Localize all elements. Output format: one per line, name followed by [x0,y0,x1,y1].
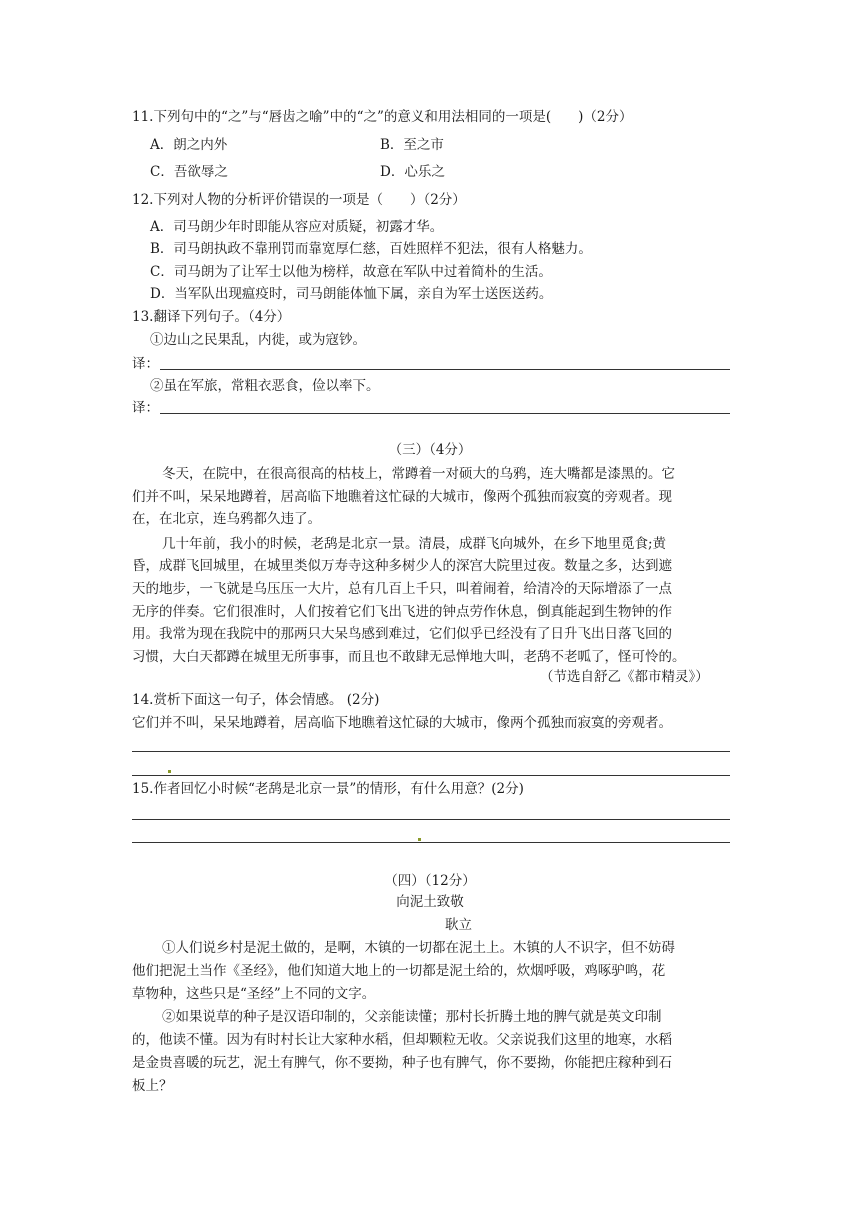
q14-stem: 14.赏析下面这一句子，体会情感。 (2分) [132,692,380,708]
q15-answer-line-1[interactable] [132,819,730,820]
q11-option-c: C．吾欲辱之 [150,164,228,180]
part4-p2-line-4: 板上？ [132,1078,173,1094]
scan-speck [418,838,421,841]
q12-option-b: B．司马朗执政不靠刑罚而靠宽厚仁慈，百姓照样不犯法，很有人格魅力。 [150,241,592,257]
q12-option-c: C．司马朗为了让军士以他为榜样，故意在军队中过着简朴的生活。 [150,264,552,280]
q11-option-a: A．朗之内外 [150,137,228,153]
part4-p1-line-2: 他们把泥土当作《圣经》，他们知道大地上的一切都是泥土给的，炊烟呼吸，鸡啄驴鸣，花 [132,963,666,979]
scan-speck [168,770,171,773]
part4-header: （四）（12分） [384,873,476,889]
q12-option-a: A．司马朗少年时即能从容应对质疑，初露才华。 [150,219,444,235]
part4-p2-line-1: ②如果说草的种子是汉语印制的，父亲能读懂；那村长折腾土地的脾气就是英文印制 [162,1009,662,1025]
part3-p2-line-6: 习惯，大白天都蹲在城里无所事事，而且也不敢肆无忌惮地大叫，老鸹不老呱了，怪可怜的。 [132,649,686,665]
part4-p2-line-2: 的，他读不懂。因为有时村长让大家种水稻，但却颗粒无收。父亲说我们这里的地寒，水稻 [132,1032,672,1048]
part3-p2-line-4: 无序的伴奏。它们很准时，人们按着它们飞出飞进的钟点劳作休息，倒真能起到生物钟的作 [132,604,672,620]
q15-stem: 15.作者回忆小时候“老鸹是北京一景”的情形，有什么用意？(2分) [132,781,524,797]
part4-p1-line-1: ①人们说乡村是泥土做的，是啊，木镇的一切都在泥土上。木镇的人不识字，但不妨碍 [162,940,675,956]
part3-p2-line-3: 天的地步，一飞就是乌压压一大片，总有几百上千只，叫着闹着，给清冷的天际增添了一点 [132,581,672,597]
q12-option-d: D．当军队出现瘟疫时，司马朗能体恤下属，亲自为军士送医送药。 [150,286,553,302]
part4-title: 向泥土致敬 [396,894,464,910]
part3-p2-line-2: 昏，成群飞回城里，在城里类似万寿寺这种多树少人的深宫大院里过夜。数量之多，达到遮 [132,558,672,574]
q14-answer-line-1[interactable] [132,751,730,752]
q14-sentence: 它们并不叫，呆呆地蹲着，居高临下地瞧着这忙碌的大城市，像两个孤独而寂寞的旁观者。 [132,715,672,731]
part4-author: 耿立 [445,917,472,933]
q13-answer-line-2[interactable] [160,413,730,414]
q13-answer-line-1[interactable] [160,369,730,370]
q15-answer-line-2[interactable] [132,842,730,843]
part3-p2-line-5: 用。我常为现在我院中的那两只大呆鸟感到难过，它们似乎已经没有了日升飞出日落飞回的 [132,626,672,642]
q13-sentence-1: ①边山之民果乱，内徙，或为寇钞。 [150,332,366,348]
q13-sentence-2: ②虽在军旅，常粗衣恶食，俭以率下。 [150,378,380,394]
part3-source: （节选自舒乙《都市精灵》） [540,669,709,685]
part3-p1-line-2: 们并不叫，呆呆地蹲着，居高临下地瞧着这忙碌的大城市，像两个孤独而寂寞的旁观者。现 [132,489,672,505]
q12-stem: 12.下列对人物的分析评价错误的一项是（ ）（2分） [132,192,466,208]
part3-p2-line-1: 几十年前，我小的时候，老鸹是北京一景。清晨，成群飞向城外，在乡下地里觅食;黄 [162,536,667,552]
part3-p1-line-1: 冬天，在院中，在很高很高的枯枝上，常蹲着一对硕大的乌鸦，连大嘴都是漆黑的。它 [162,466,675,482]
q11-stem: 11.下列句中的“之”与“唇齿之喻”中的“之”的意义和用法相同的一项是( )（2分） [132,109,633,125]
q14-answer-line-2[interactable] [132,775,730,776]
q11-option-d: D．心乐之 [380,164,445,180]
q13-answer-label-2: 译： [132,400,159,416]
q11-option-b: B．至之市 [380,137,444,153]
part4-p2-line-3: 是金贵喜暖的玩艺，泥土有脾气，你不要拗，种子也有脾气，你不要拗，你能把庄稼种到石 [132,1055,672,1071]
part3-header: （三）（4分） [388,442,472,458]
part4-p1-line-3: 草物种，这些只是“圣经”上不同的文字。 [132,986,376,1002]
q13-answer-label-1: 译： [132,356,159,372]
part3-p1-line-3: 在，在北京，连乌鸦都久违了。 [132,511,321,527]
q13-stem: 13.翻译下列句子。（4分） [132,309,291,325]
